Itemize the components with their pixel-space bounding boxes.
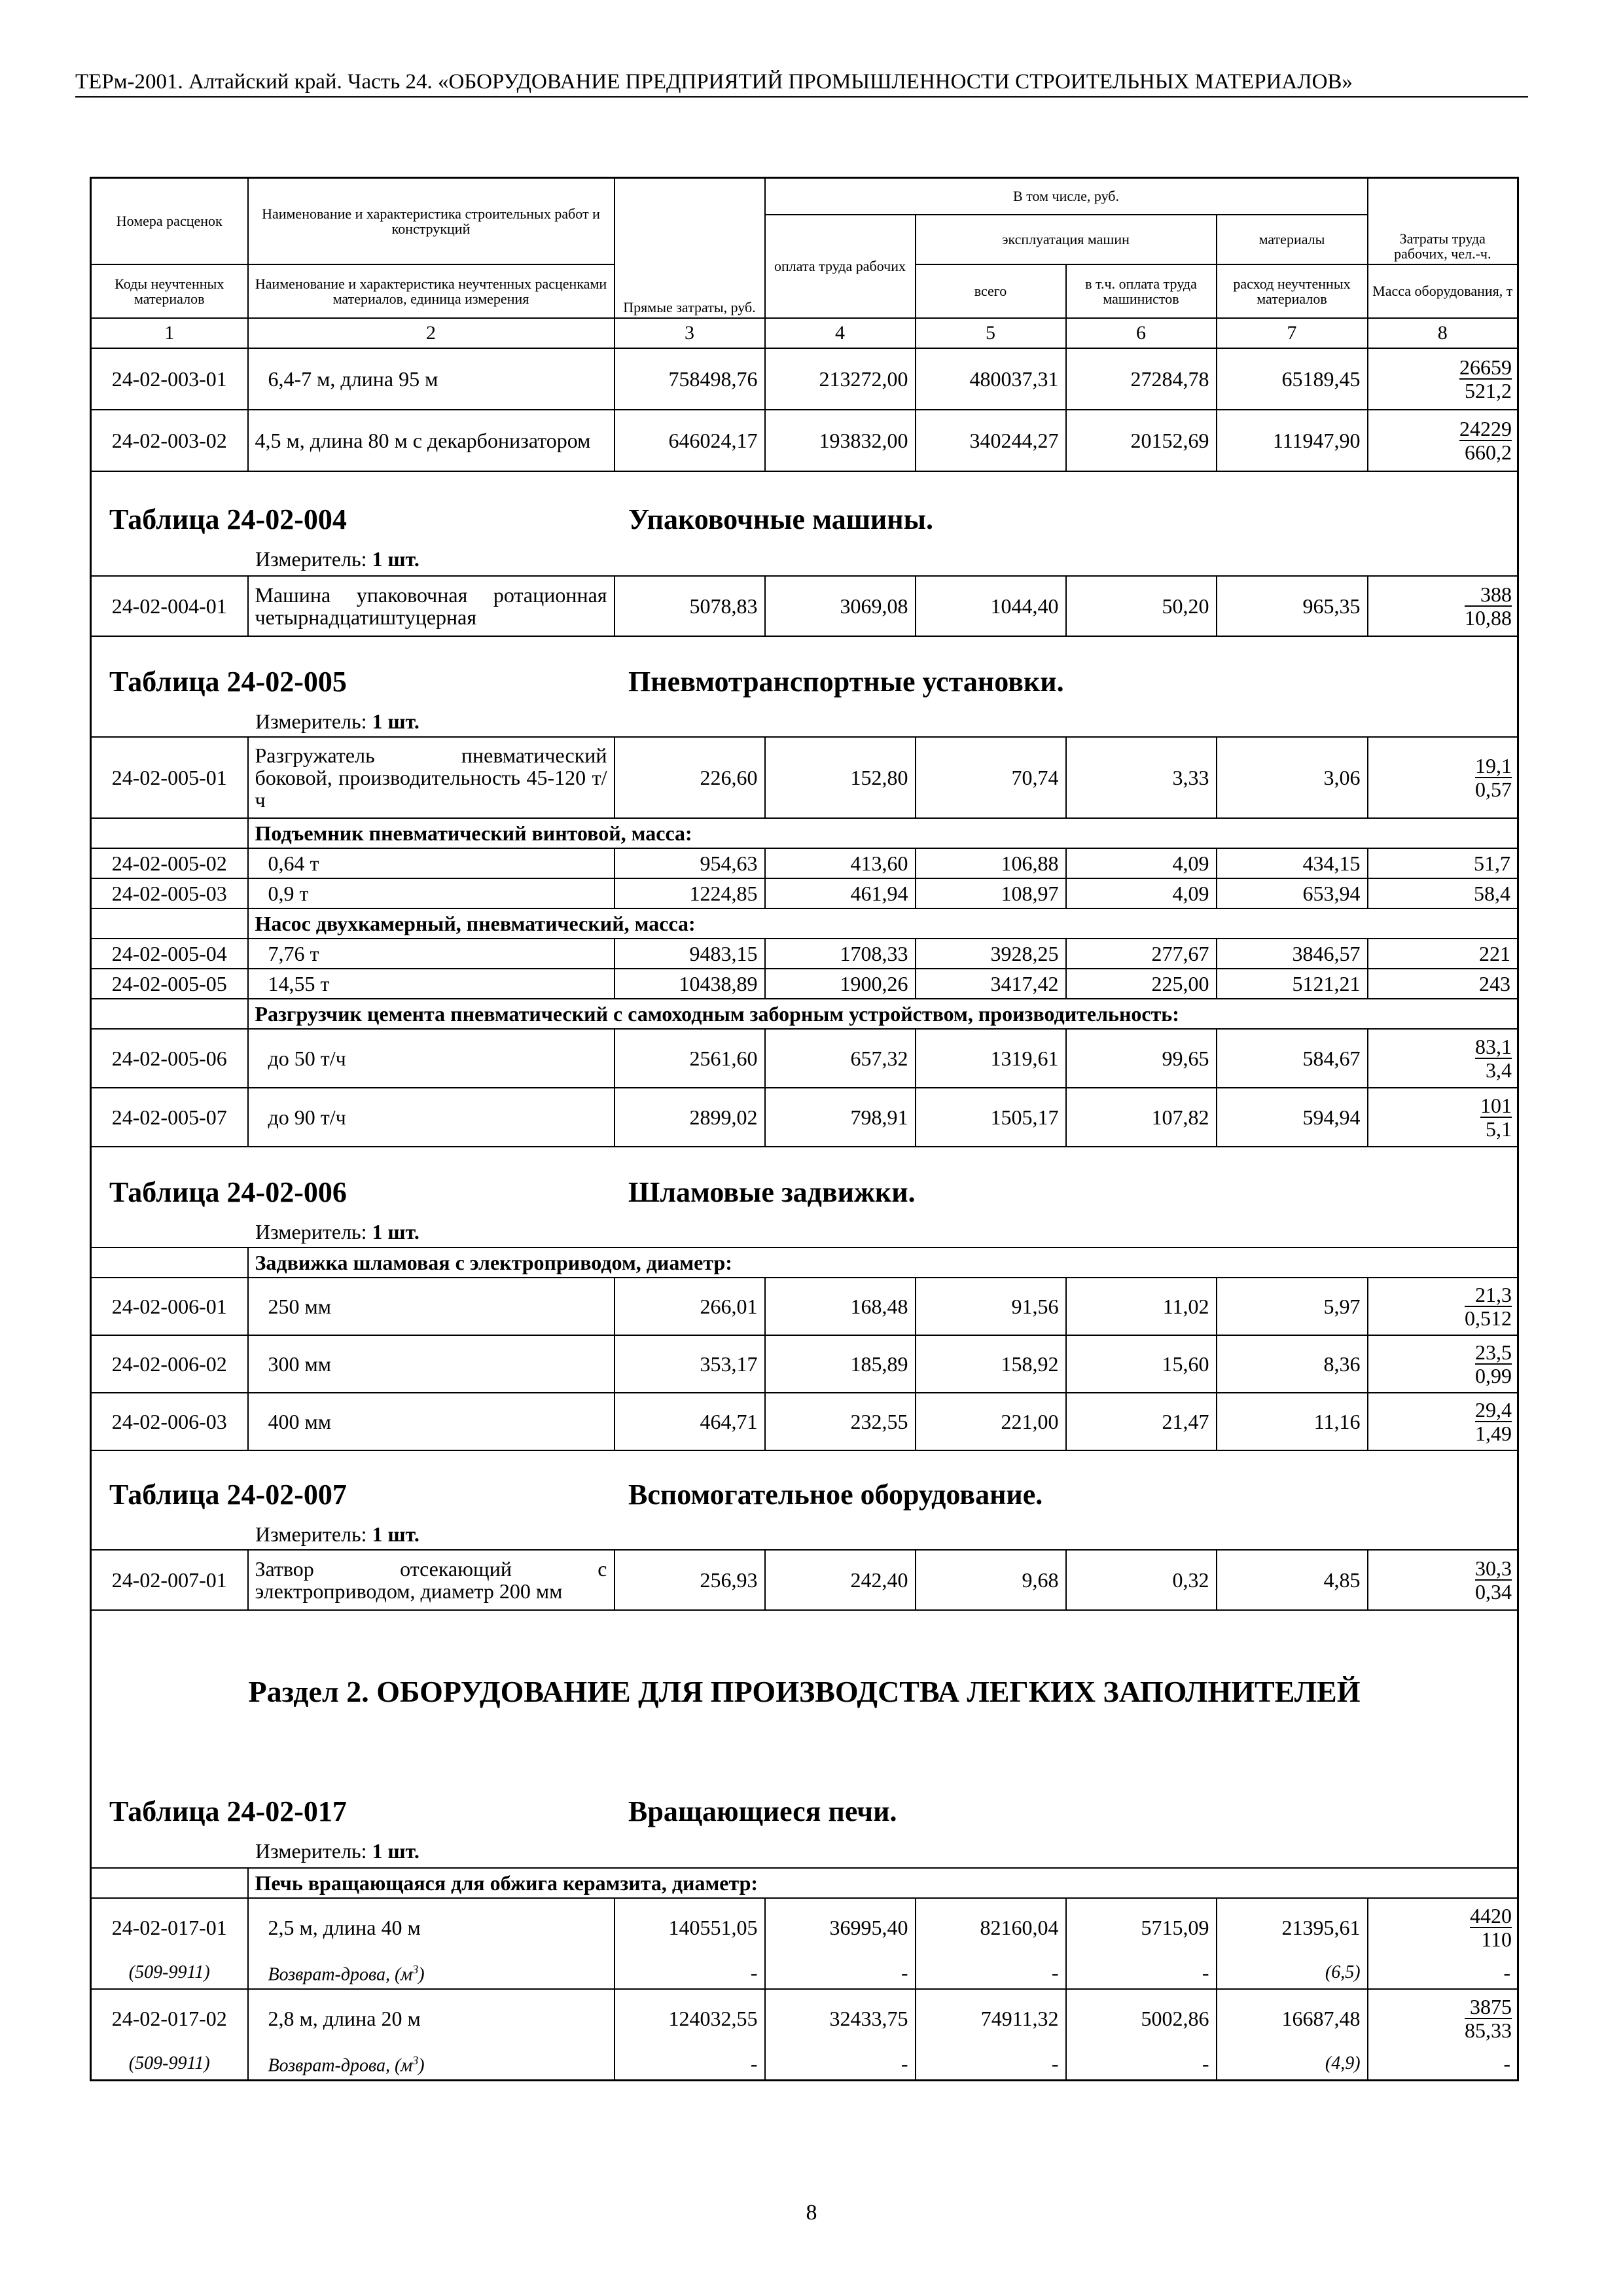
- materials-cost: 5,97: [1217, 1278, 1368, 1335]
- unaccounted-material-row: [91, 2048, 1518, 2081]
- machinist-pay: 4,09: [1066, 878, 1217, 908]
- labor-hours: 243: [1368, 969, 1518, 999]
- machine-total: 1044,40: [916, 576, 1066, 636]
- worker-pay: 36995,40: [765, 1898, 916, 1957]
- rate-code: 24-02-017-01: [91, 1898, 248, 1957]
- materials-cost: 16687,48: [1217, 1989, 1368, 2048]
- materials-cost: 8,36: [1217, 1335, 1368, 1393]
- labor-hours: 26659: [1459, 355, 1512, 379]
- worker-pay: 193832,00: [765, 410, 916, 471]
- unit-label: Измеритель:: [255, 709, 367, 733]
- rate-name: до 50 т/ч: [248, 1029, 615, 1088]
- worker-pay: 461,94: [765, 878, 916, 908]
- table-label: Таблица 24-02-005: [109, 665, 347, 698]
- unit-line: [255, 1840, 419, 1862]
- materials-cost: 653,94: [1217, 878, 1368, 908]
- labor-hours: -: [1368, 2048, 1518, 2081]
- col-total: всего: [916, 264, 1066, 318]
- worker-pay: 168,48: [765, 1278, 916, 1335]
- col-index: 3: [615, 318, 765, 348]
- labor-hours: 221: [1368, 939, 1518, 969]
- equipment-mass: 0,512: [1465, 1306, 1512, 1330]
- table-title-row: [91, 1450, 1518, 1550]
- material-consumption: (6,5): [1217, 1957, 1368, 1989]
- col-machines: эксплуатация машин: [916, 215, 1217, 264]
- direct-cost: 758498,76: [615, 348, 765, 410]
- unaccounted-material-row: [91, 1957, 1518, 1989]
- section-row: [91, 1610, 1518, 1868]
- group-heading: Подъемник пневматический винтовой, масса:: [248, 818, 1518, 848]
- table-row: [91, 576, 1518, 636]
- machine-total: 480037,31: [916, 348, 1066, 410]
- rate-code: 24-02-005-05: [91, 969, 248, 999]
- group-row: [91, 999, 1518, 1029]
- col-equipment-mass: Масса оборудования, т: [1368, 264, 1518, 318]
- equipment-mass: 1,49: [1475, 1421, 1512, 1445]
- col-materials: материалы: [1217, 215, 1368, 264]
- worker-pay: -: [765, 1957, 916, 1989]
- materials-cost: 5121,21: [1217, 969, 1368, 999]
- unit-label: Измеритель:: [255, 547, 367, 571]
- table-title-row: [91, 636, 1518, 737]
- worker-pay: 657,32: [765, 1029, 916, 1088]
- machinist-pay: 50,20: [1066, 576, 1217, 636]
- table-row: [91, 939, 1518, 969]
- section-title: Раздел 2. ОБОРУДОВАНИЕ ДЛЯ ПРОИЗВОДСТВА ЛЕГКИХ ЗАПОЛНИТЕЛЕЙ: [248, 1674, 1361, 1708]
- rate-name: 14,55 т: [248, 969, 615, 999]
- group-heading: Задвижка шламовая с электроприводом, диаметр:: [248, 1247, 1518, 1278]
- equipment-mass: 3,4: [1486, 1058, 1512, 1082]
- unit-value: 1 шт.: [372, 547, 419, 571]
- worker-pay: 232,55: [765, 1393, 916, 1450]
- machine-total: -: [916, 1957, 1066, 1989]
- table-label: Таблица 24-02-006: [109, 1175, 347, 1208]
- group-row: [91, 908, 1518, 939]
- direct-cost: 140551,05: [615, 1898, 765, 1957]
- unit-line: [255, 1221, 419, 1243]
- col-machinist-pay: в т.ч. оплата труда машинистов: [1066, 264, 1217, 318]
- worker-pay: -: [765, 2048, 916, 2081]
- rate-name: Машина упаковочная ротационная четырнадцатиштуцерная: [248, 576, 615, 636]
- machine-total: -: [916, 2048, 1066, 2081]
- machinist-pay: 21,47: [1066, 1393, 1217, 1450]
- rate-code: 24-02-004-01: [91, 576, 248, 636]
- machine-total: 108,97: [916, 878, 1066, 908]
- labor-mass: [1368, 1088, 1518, 1147]
- table-title: Вращающиеся печи.: [628, 1795, 897, 1827]
- rate-code: 24-02-005-04: [91, 939, 248, 969]
- rate-code: 24-02-003-02: [91, 410, 248, 471]
- rate-code: 24-02-003-01: [91, 348, 248, 410]
- machinist-pay: 3,33: [1066, 737, 1217, 818]
- machine-total: 1505,17: [916, 1088, 1066, 1147]
- materials-cost: 434,15: [1217, 848, 1368, 878]
- material-name: Возврат-дрова, $(м^3)$: [248, 2048, 615, 2081]
- labor-hours: 30,3: [1475, 1556, 1512, 1580]
- col-consumption: расход неучтенных материалов: [1217, 264, 1368, 318]
- materials-cost: 11,16: [1217, 1393, 1368, 1450]
- machine-total: 82160,04: [916, 1898, 1066, 1957]
- direct-cost: 5078,83: [615, 576, 765, 636]
- col-labor-costs: Затраты труда рабочих, чел.-ч.: [1368, 178, 1518, 264]
- machine-total: 74911,32: [916, 1989, 1066, 2048]
- direct-cost: 464,71: [615, 1393, 765, 1450]
- labor-mass: [1368, 1029, 1518, 1088]
- labor-mass: [1368, 1393, 1518, 1450]
- rate-code: 24-02-005-06: [91, 1029, 248, 1088]
- direct-cost: 646024,17: [615, 410, 765, 471]
- rate-name: 250 мм: [248, 1278, 615, 1335]
- material-code: (509-9911): [91, 1957, 248, 1989]
- rate-code: 24-02-006-03: [91, 1393, 248, 1450]
- materials-cost: 3846,57: [1217, 939, 1368, 969]
- labor-hours: 101: [1480, 1093, 1512, 1117]
- machine-total: 158,92: [916, 1335, 1066, 1393]
- unit-value: 1 шт.: [372, 1839, 419, 1863]
- machinist-pay: -: [1066, 1957, 1217, 1989]
- table-title: Шламовые задвижки.: [628, 1175, 916, 1208]
- rate-name: 2,5 м, длина 40 м: [248, 1898, 615, 1957]
- labor-hours: 19,1: [1475, 753, 1512, 778]
- machine-total: 340244,27: [916, 410, 1066, 471]
- table-row: [91, 410, 1518, 471]
- worker-pay: 152,80: [765, 737, 916, 818]
- table-title: Пневмотранспортные установки.: [628, 665, 1064, 698]
- table-row: [91, 1278, 1518, 1335]
- materials-cost: 21395,61: [1217, 1898, 1368, 1957]
- col-name-unaccounted: Наименование и характеристика неучтенных расценками материалов, единица измерения: [248, 264, 615, 318]
- rate-code: 24-02-005-01: [91, 737, 248, 818]
- direct-cost: 1224,85: [615, 878, 765, 908]
- machine-total: 1319,61: [916, 1029, 1066, 1088]
- table-row: [91, 1088, 1518, 1147]
- rate-name: 400 мм: [248, 1393, 615, 1450]
- rate-code: 24-02-006-01: [91, 1278, 248, 1335]
- direct-cost: 10438,89: [615, 969, 765, 999]
- labor-hours: -: [1368, 1957, 1518, 1989]
- col-direct-costs: Прямые затраты, руб.: [615, 178, 765, 318]
- table-row: [91, 348, 1518, 410]
- rate-name: до 90 т/ч: [248, 1088, 615, 1147]
- group-heading: Печь вращающаяся для обжига керамзита, диаметр:: [248, 1868, 1518, 1898]
- rate-code: 24-02-007-01: [91, 1550, 248, 1610]
- rate-name: 300 мм: [248, 1335, 615, 1393]
- col-rate-numbers: Номера расценок: [91, 178, 248, 264]
- col-index: 4: [765, 318, 916, 348]
- table-title-row: [91, 471, 1518, 576]
- material-name: Возврат-дрова, $(м^3)$: [248, 1957, 615, 1989]
- machine-total: 91,56: [916, 1278, 1066, 1335]
- page-header: ТЕРм-2001. Алтайский край. Часть 24. «ОБОРУДОВАНИЕ ПРЕДПРИЯТИЙ ПРОМЫШЛЕННОСТИ СТРОИТЕЛЬНЫХ МАТЕРИАЛОВ»: [75, 69, 1528, 98]
- worker-pay: 3069,08: [765, 576, 916, 636]
- table-row: [91, 737, 1518, 818]
- machine-total: 70,74: [916, 737, 1066, 818]
- rate-name: 2,8 м, длина 20 м: [248, 1989, 615, 2048]
- table-row: [91, 1393, 1518, 1450]
- equipment-mass: 10,88: [1465, 605, 1512, 630]
- labor-hours: 23,5: [1475, 1340, 1512, 1364]
- group-heading: Насос двухкамерный, пневматический, масса:: [248, 908, 1518, 939]
- labor-mass: [1368, 737, 1518, 818]
- labor-hours: 51,7: [1368, 848, 1518, 878]
- machinist-pay: 4,09: [1066, 848, 1217, 878]
- direct-cost: 2561,60: [615, 1029, 765, 1088]
- materials-cost: 3,06: [1217, 737, 1368, 818]
- rate-name: 0,9 т: [248, 878, 615, 908]
- labor-mass: [1368, 1989, 1518, 2048]
- rate-code: 24-02-005-03: [91, 878, 248, 908]
- col-index: 8: [1368, 318, 1518, 348]
- labor-mass: [1368, 410, 1518, 471]
- equipment-mass: 85,33: [1465, 2018, 1512, 2042]
- machinist-pay: 277,67: [1066, 939, 1217, 969]
- group-heading: Разгрузчик цемента пневматический с самоходным заборным устройством, производительность:: [248, 999, 1518, 1029]
- equipment-mass: 110: [1481, 1928, 1512, 1951]
- machinist-pay: 5002,86: [1066, 1989, 1217, 2048]
- machine-total: 9,68: [916, 1550, 1066, 1610]
- materials-cost: 594,94: [1217, 1088, 1368, 1147]
- rate-code: 24-02-005-02: [91, 848, 248, 878]
- equipment-mass: 0,99: [1475, 1363, 1512, 1388]
- table-row: [91, 878, 1518, 908]
- unit-line: [255, 548, 419, 570]
- rate-name: 4,5 м, длина 80 м с декарбонизатором: [248, 410, 615, 471]
- equipment-mass: 5,1: [1486, 1117, 1512, 1141]
- rate-name: Разгружатель пневматический боковой, производительность 45-120 т/ч: [248, 737, 615, 818]
- worker-pay: 213272,00: [765, 348, 916, 410]
- col-codes: Коды неучтенных материалов: [91, 264, 248, 318]
- direct-cost: 256,93: [615, 1550, 765, 1610]
- machinist-pay: 5715,09: [1066, 1898, 1217, 1957]
- machinist-pay: 27284,78: [1066, 348, 1217, 410]
- unit-line: [255, 1523, 419, 1545]
- machinist-pay: 11,02: [1066, 1278, 1217, 1335]
- equipment-mass: 660,2: [1465, 440, 1512, 464]
- materials-cost: 65189,45: [1217, 348, 1368, 410]
- table-row: [91, 1550, 1518, 1610]
- materials-cost: 965,35: [1217, 576, 1368, 636]
- direct-cost: 353,17: [615, 1335, 765, 1393]
- labor-hours: 83,1: [1475, 1034, 1512, 1058]
- direct-cost: 2899,02: [615, 1088, 765, 1147]
- table-label: Таблица 24-02-017: [109, 1795, 347, 1827]
- equipment-mass: 0,34: [1475, 1579, 1512, 1604]
- worker-pay: 413,60: [765, 848, 916, 878]
- machine-total: 3417,42: [916, 969, 1066, 999]
- equipment-mass: 521,2: [1465, 378, 1512, 403]
- labor-hours: 388: [1465, 583, 1512, 607]
- material-consumption: (4,9): [1217, 2048, 1368, 2081]
- table-row: [91, 1029, 1518, 1088]
- machine-total: 221,00: [916, 1393, 1066, 1450]
- unit-label: Измеритель:: [255, 1839, 367, 1863]
- table-title: Вспомогательное оборудование.: [628, 1478, 1043, 1511]
- rates-table: [90, 177, 1519, 2081]
- direct-cost: 9483,15: [615, 939, 765, 969]
- unit-value: 1 шт.: [372, 1219, 419, 1244]
- unit-value: 1 шт.: [372, 709, 419, 733]
- direct-cost: 226,60: [615, 737, 765, 818]
- labor-mass: [1368, 1550, 1518, 1610]
- labor-mass: [1368, 1898, 1518, 1957]
- machinist-pay: 99,65: [1066, 1029, 1217, 1088]
- direct-cost: -: [615, 2048, 765, 2081]
- table-row: [91, 969, 1518, 999]
- equipment-mass: 0,57: [1475, 777, 1512, 801]
- col-name: Наименование и характеристика строительных работ и конструкций: [248, 178, 615, 264]
- labor-hours: 21,3: [1465, 1283, 1512, 1307]
- machinist-pay: 20152,69: [1066, 410, 1217, 471]
- table-title: Упаковочные машины.: [628, 503, 933, 535]
- machinist-pay: 15,60: [1066, 1335, 1217, 1393]
- material-code: (509-9911): [91, 2048, 248, 2081]
- worker-pay: 32433,75: [765, 1989, 916, 2048]
- rate-code: 24-02-017-02: [91, 1989, 248, 2048]
- labor-hours: 24229: [1459, 416, 1512, 440]
- direct-cost: 124032,55: [615, 1989, 765, 2048]
- machine-total: 3928,25: [916, 939, 1066, 969]
- rate-code: 24-02-005-07: [91, 1088, 248, 1147]
- col-worker-pay: оплата труда рабочих: [765, 215, 916, 318]
- worker-pay: 242,40: [765, 1550, 916, 1610]
- worker-pay: 185,89: [765, 1335, 916, 1393]
- rate-name: Затвор отсекающий с электроприводом, диаметр 200 мм: [248, 1550, 615, 1610]
- group-row: [91, 818, 1518, 848]
- rate-name: 7,76 т: [248, 939, 615, 969]
- labor-mass: [1368, 1278, 1518, 1335]
- labor-mass: [1368, 1335, 1518, 1393]
- group-row: [91, 1868, 1518, 1898]
- direct-cost: -: [615, 1957, 765, 1989]
- page-number: 8: [806, 2200, 817, 2225]
- col-including: В том числе, руб.: [765, 178, 1368, 215]
- machinist-pay: 225,00: [1066, 969, 1217, 999]
- rate-code: 24-02-006-02: [91, 1335, 248, 1393]
- materials-cost: 584,67: [1217, 1029, 1368, 1088]
- machinist-pay: 107,82: [1066, 1088, 1217, 1147]
- col-index: 7: [1217, 318, 1368, 348]
- unit-label: Измеритель:: [255, 1219, 367, 1244]
- labor-hours: 3875: [1465, 1996, 1512, 2019]
- labor-hours: 29,4: [1475, 1397, 1512, 1422]
- worker-pay: 1708,33: [765, 939, 916, 969]
- materials-cost: 111947,90: [1217, 410, 1368, 471]
- labor-hours: 58,4: [1368, 878, 1518, 908]
- rate-name: 6,4-7 м, длина 95 м: [248, 348, 615, 410]
- table-label: Таблица 24-02-007: [109, 1478, 347, 1511]
- table-row: [91, 848, 1518, 878]
- machinist-pay: 0,32: [1066, 1550, 1217, 1610]
- table-row: [91, 1989, 1518, 2048]
- unit-line: [255, 710, 419, 732]
- table-label: Таблица 24-02-004: [109, 503, 347, 535]
- table-title-row: [91, 1147, 1518, 1247]
- table-row: [91, 1335, 1518, 1393]
- unit-value: 1 шт.: [372, 1522, 419, 1546]
- worker-pay: 1900,26: [765, 969, 916, 999]
- direct-cost: 266,01: [615, 1278, 765, 1335]
- labor-hours: 4420: [1470, 1904, 1512, 1928]
- group-row: [91, 1247, 1518, 1278]
- labor-mass: [1368, 348, 1518, 410]
- materials-cost: 4,85: [1217, 1550, 1368, 1610]
- machine-total: 106,88: [916, 848, 1066, 878]
- table-row: [91, 1898, 1518, 1957]
- col-index: 5: [916, 318, 1066, 348]
- col-index: 1: [91, 318, 248, 348]
- direct-cost: 954,63: [615, 848, 765, 878]
- labor-mass: [1368, 576, 1518, 636]
- col-index: 6: [1066, 318, 1217, 348]
- unit-label: Измеритель:: [255, 1522, 367, 1546]
- worker-pay: 798,91: [765, 1088, 916, 1147]
- rate-name: 0,64 т: [248, 848, 615, 878]
- col-index: 2: [248, 318, 615, 348]
- machinist-pay: -: [1066, 2048, 1217, 2081]
